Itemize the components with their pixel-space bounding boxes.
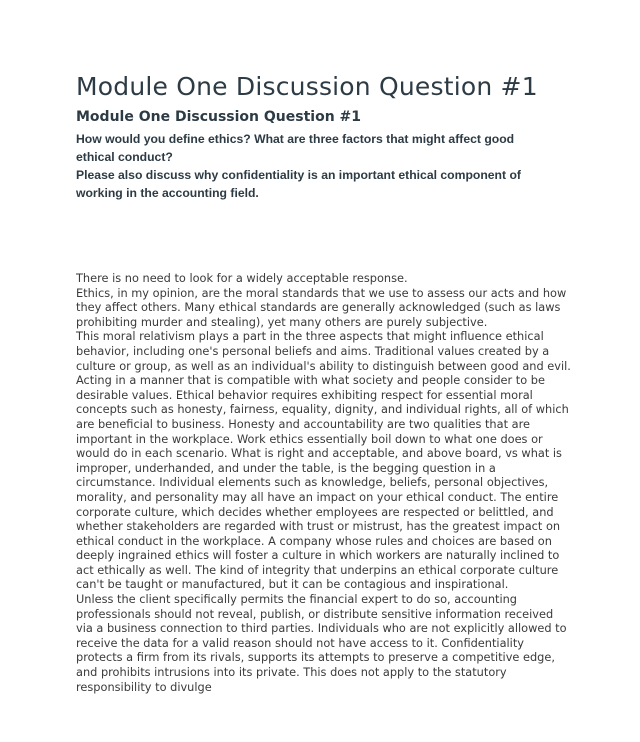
discussion-response xyxy=(76,271,572,694)
discussion-subtitle: Module One Discussion Question #1 xyxy=(76,109,362,125)
response-paragraph-2: Ethics, in my opinion, are the moral standards that we use to assess our acts and how they affect others. Many ethical standards are generally acknowledged (such as laws prohibiting murder and stealing), yet many others are purely subjective. xyxy=(76,285,567,329)
response-paragraph-1: There is no need to look for a widely acceptable response. xyxy=(76,271,408,285)
prompt-question-2: Please also discuss why confidentiality is an important ethical component of working in the accounting field. xyxy=(76,168,521,200)
discussion-prompt xyxy=(76,130,556,202)
prompt-question-1: How would you define ethics? What are three factors that might affect good ethical conduct? xyxy=(76,132,515,164)
response-paragraph-3: This moral relativism plays a part in the three aspects that might influence ethical behavior, including one's personal beliefs and aims. Traditional values created by a culture or group, as well as an individual's ability to distinguish between good and evil. Acting in a manner that is compatible with what society and people consider to be desirable values. Ethical behavior requires exhibiting respect for essential moral concepts such as honesty, fairness, equality, dignity, and individual rights, all of which are beneficial to business. Honesty and accountability are two qualities that are important in the workplace. Work ethics essentially boil down to what one does or would do in each scenario. What is right and acceptable, and above board, vs what is improper, underhanded, and under the table, is the begging question in a circumstance. Individual elements such as knowledge, beliefs, personal objectives, morality, and personality may all have an impact on your ethical conduct. The entire corporate culture, which decides whether employees are respected or belittled, and whether stakeholders are regarded with trust or mistrust, has the greatest impact on ethical conduct in the workplace. A company whose rules and choices are based on deeply ingrained ethics will foster a culture in which workers are naturally inclined to act ethically as well. The kind of integrity that underpins an ethical corporate culture can't be taught or manufactured, but it can be contagious and inspirational. xyxy=(76,329,571,592)
page-title: Module One Discussion Question #1 xyxy=(76,72,538,101)
response-paragraph-4: Unless the client specifically permits the financial expert to do so, accounting professionals should not reveal, publish, or distribute sensitive information received via a business connection to third parties. Individuals who are not explicitly allowed to receive the data for a valid reason should not have access to it. Confidentiality protects a firm from its rivals, supports its attempts to preserve a competitive edge, and prohibits intrusions into its private. This does not apply to the statutory responsibility to divulge xyxy=(76,592,567,694)
